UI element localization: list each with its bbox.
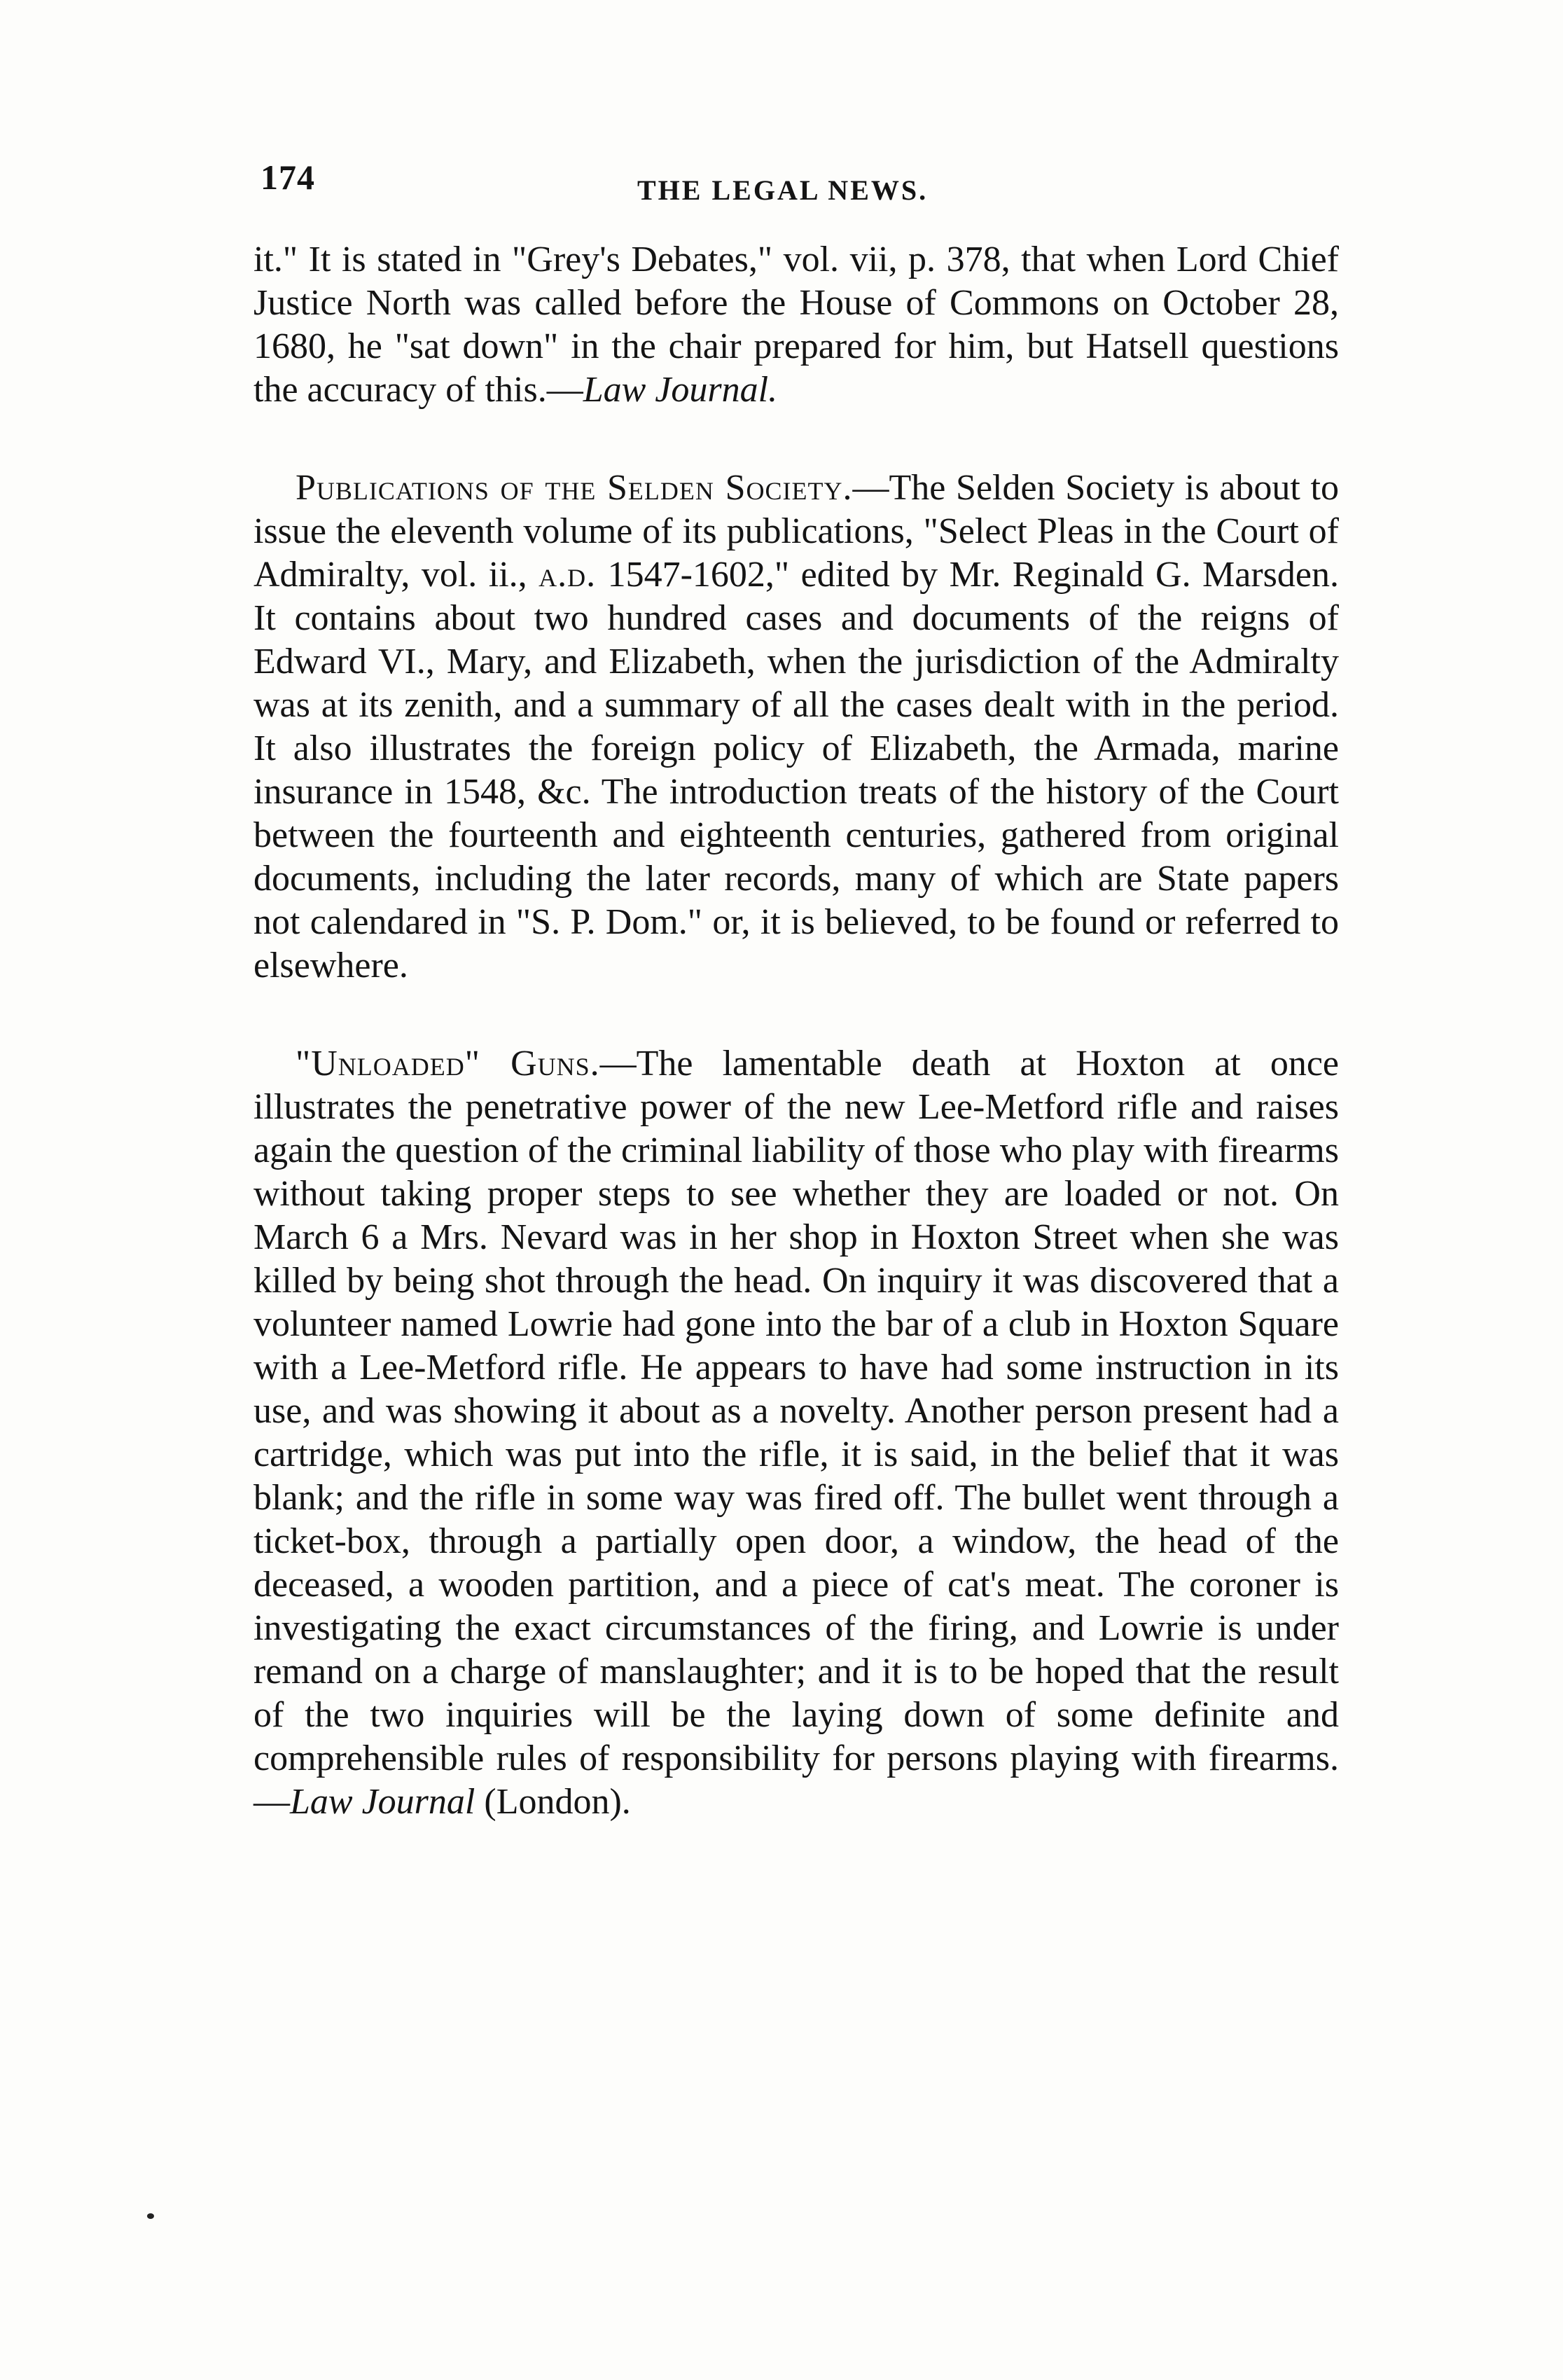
page-header [245,147,1338,210]
source-suffix: (London). [475,1782,631,1822]
page-number: 174 [260,158,315,197]
paragraph-continuation [253,238,1339,412]
paragraph-selden-society [253,466,1339,988]
section-heading: "Unloaded" Guns. [296,1044,600,1084]
source-citation: Law Journal. [583,370,778,410]
paragraph-text: —The Selden Society is about to issue the eleventh volume of its publications, "Select Pleas in the Court of Admiralty, vol. ii., [253,468,1339,595]
paragraph-text: 1547-1602," edited by Mr. Reginald G. Marsden. It contains about two hundred cases and documents of the reigns of Edward VI., Mary, and Elizabeth, when the jurisdiction of the Admiralty was at its zenith, and a summary of all the cases dealt with in the period. It also illustrates the foreign policy of Elizabeth, the Armada, marine insurance in 1548, &c. The introduction treats of the history of the Court between the fourteenth and eighteenth centuries, gathered from original documents, including the later records, many of which are State papers not calendared in "S. P. Dom." or, it is believed, to be found or referred to elsewhere. [253,555,1339,985]
paragraph-unloaded-guns [253,1042,1339,1824]
era-abbreviation: a.d. [539,555,597,595]
article-body [253,238,1339,1824]
running-title: THE LEGAL NEWS. [637,174,929,206]
source-citation: Law Journal [290,1782,475,1822]
paragraph-text: it." It is stated in "Grey's Debates," vol. vii, p. 378, that when Lord Chief Justice North was called before the House of Commons on October 28, 1680, he "sat down" in the chair prepared for him, but Hatsell questions the accuracy of this.— [253,240,1339,410]
print-speck [147,2213,154,2219]
section-heading: Publications of the Selden Society. [296,468,853,508]
paragraph-text: —The lamentable death at Hoxton at once illustrates the penetrative power of the new Lee-Metford rifle and raises again the question of the criminal liability of those who play with firearms without taking proper steps to see whether they are loaded or not. On March 6 a Mrs. Nevard was in her shop in Hoxton Street when she was killed by being shot through the head. On inquiry it was discovered that a volunteer named Lowrie had gone into the bar of a club in Hoxton Square with a Lee-Metford rifle. He appears to have had some instruction in its use, and was showing it about as a novelty. Another person present had a cartridge, which was put into the rifle, it is said, in the belief that it was blank; and the rifle in some way was fired off. The bullet went through a ticket-box, through a partially open door, a window, the head of the deceased, a wooden partition, and a piece of cat's meat. The coroner is investigating the exact circumstances of the firing, and Lowrie is under remand on a charge of manslaughter; and it is to be hoped that the result of the two inquiries will be the laying down of some definite and comprehensible rules of responsibility for persons playing with firearms.— [253,1044,1340,1822]
